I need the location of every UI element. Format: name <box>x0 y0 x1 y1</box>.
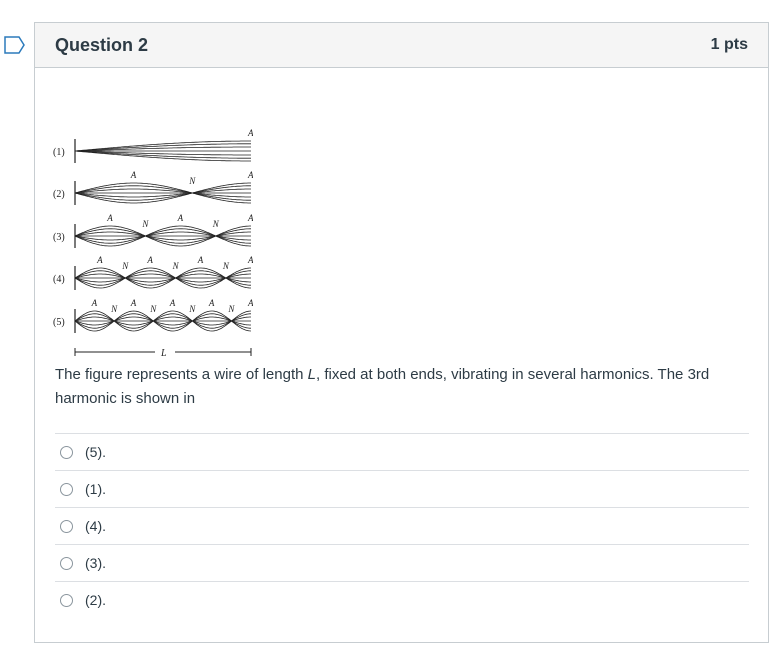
radio-button[interactable] <box>60 483 73 496</box>
question-card <box>34 22 769 643</box>
answer-option[interactable] <box>55 433 749 470</box>
answer-option[interactable] <box>55 470 749 507</box>
bookmark-flag-icon[interactable] <box>4 36 26 54</box>
answer-label: (1). <box>85 481 106 497</box>
node-label: N <box>189 176 196 186</box>
antinode-label: A <box>197 255 204 265</box>
antinode-label: A <box>97 255 103 265</box>
antinode-label: A <box>248 128 253 138</box>
antinode-label: A <box>248 213 253 223</box>
answer-label: (2). <box>85 592 106 608</box>
antinode-label: A <box>177 213 184 223</box>
antinode-label: A <box>248 170 253 180</box>
node-label: N <box>111 304 118 314</box>
harmonics-figure <box>53 121 253 366</box>
antinode-label: A <box>169 298 176 308</box>
antinode-label: A <box>107 213 113 223</box>
answer-label: (4). <box>85 518 106 534</box>
antinode-label: A <box>130 170 137 180</box>
answer-list <box>55 433 749 618</box>
node-label: N <box>222 261 229 271</box>
question-header <box>35 23 768 68</box>
node-label: N <box>189 304 196 314</box>
radio-button[interactable] <box>60 557 73 570</box>
row-label: (2) <box>53 189 65 200</box>
radio-button[interactable] <box>60 520 73 533</box>
question-text-variable: L <box>307 366 316 383</box>
antinode-label: A <box>248 255 253 265</box>
answer-label: (5). <box>85 444 106 460</box>
question-points: 1 pts <box>710 36 748 53</box>
answer-label: (3). <box>85 555 106 571</box>
antinode-label: A <box>147 255 153 265</box>
node-label: N <box>142 219 149 229</box>
row-label: (5) <box>53 317 65 328</box>
answer-option[interactable] <box>55 507 749 544</box>
antinode-label: A <box>208 298 215 308</box>
node-label: N <box>150 304 157 314</box>
antinode-label: A <box>130 298 137 308</box>
answer-option[interactable] <box>55 544 749 581</box>
row-label: (4) <box>53 274 65 285</box>
question-text <box>55 363 755 411</box>
question-text-before: The figure represents a wire of length <box>55 366 308 383</box>
node-label: N <box>122 261 129 271</box>
radio-button[interactable] <box>60 446 73 459</box>
answer-option[interactable] <box>55 581 749 618</box>
question-title: Question 2 <box>55 34 149 55</box>
question-text-after: , fixed at both ends, vibrating in several harmonics. The 3rd harmonic is shown in <box>55 366 710 407</box>
radio-button[interactable] <box>60 594 73 607</box>
row-label: (3) <box>53 232 65 243</box>
length-label: L <box>161 348 167 359</box>
node-label: N <box>212 219 219 229</box>
node-label: N <box>172 261 179 271</box>
node-label: N <box>228 304 235 314</box>
row-label: (1) <box>53 147 65 158</box>
antinode-label: A <box>91 298 98 308</box>
antinode-label: A <box>248 298 253 308</box>
